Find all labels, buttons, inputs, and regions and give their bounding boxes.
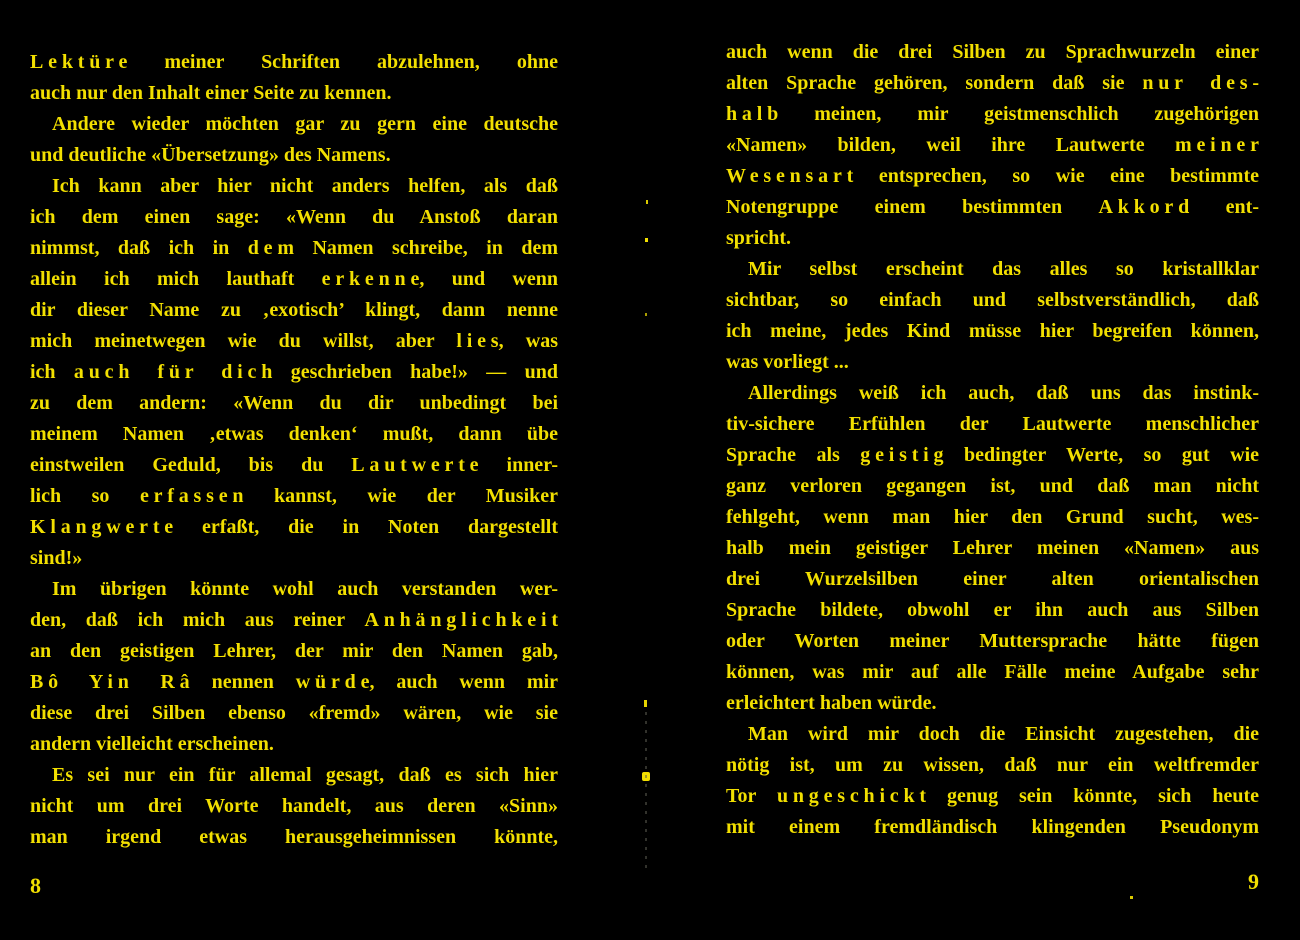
text-line (726, 564, 1259, 595)
text-run: entsprechen, so wie eine bestimmte (853, 165, 1259, 187)
text-line (726, 223, 1259, 254)
text-run: Es sei nur ein für allemal gesagt, daß es sich hier (52, 764, 558, 786)
text-run: Mir selbst erscheint das alles so kristallklar (748, 258, 1259, 280)
text-line (726, 378, 1259, 409)
text-run: ent- (1189, 196, 1259, 218)
text-run: geschrieben habe!» — und (272, 361, 559, 383)
scan-speck (645, 238, 648, 242)
text-run: meinen, mir geistmenschlich zugehörigen (778, 103, 1259, 125)
text-line (30, 140, 558, 171)
text-run: Sprache bildete, obwohl er ihn auch aus Silben (726, 599, 1259, 621)
page-text (726, 37, 1264, 843)
letterspaced-emphasis: würde (295, 671, 375, 693)
text-run: Sprache als (726, 444, 861, 466)
text-run: meiner Schriften abzulehnen, ohne (127, 51, 558, 73)
text-line (726, 750, 1259, 781)
text-run: ganz verloren gegangen ist, und daß man nicht (726, 475, 1259, 497)
scan-speck (1130, 896, 1133, 899)
text-run: dir dieser Name zu ‚exotisch’ klingt, dann nenne (30, 299, 558, 321)
text-run: , und wenn (419, 268, 558, 290)
text-run: Namen schreibe, in dem (294, 237, 558, 259)
text-line (726, 347, 1259, 378)
text-line (30, 667, 558, 698)
text-line (726, 316, 1259, 347)
text-line (30, 357, 558, 388)
text-run: inner- (478, 454, 558, 476)
letterspaced-emphasis: meiner (1175, 134, 1264, 156)
text-line (30, 47, 558, 78)
gutter-fold-line (645, 712, 647, 872)
text-run: auch wenn die drei Silben zu Sprachwurzeln einer (726, 41, 1259, 63)
text-line (726, 719, 1259, 750)
text-line (726, 99, 1259, 130)
text-run: nötig ist, um zu wissen, daß nur ein weltfremder (726, 754, 1259, 776)
text-line (30, 450, 558, 481)
text-run: ich meine, jedes Kind müsse hier begreifen können, (726, 320, 1259, 342)
text-run: Im übrigen könnte wohl auch verstanden wer- (52, 578, 558, 600)
text-line (30, 698, 558, 729)
text-run: spricht. (726, 227, 791, 249)
text-run: bedingter Werte, so gut wie (943, 444, 1259, 466)
letterspaced-emphasis: halb (726, 103, 784, 125)
text-line (726, 440, 1259, 471)
text-run: man irgend etwas herausgeheimnissen könnte, (30, 826, 558, 848)
text-line (726, 254, 1259, 285)
book-page-right (726, 37, 1264, 843)
text-line (30, 78, 558, 109)
text-run: «Namen» bilden, weil ihre Lautwerte (726, 134, 1176, 156)
letterspaced-emphasis: nur des- (1142, 72, 1264, 94)
text-line (30, 171, 558, 202)
book-page-left (30, 47, 563, 853)
text-line (726, 161, 1259, 192)
text-run: alten Sprache gehören, sondern daß sie (726, 72, 1143, 94)
text-run: Notengruppe einem bestimmten (726, 196, 1099, 218)
text-run: können, was mir auf alle Fälle meine Aufgabe sehr (726, 661, 1259, 683)
scan-speck (646, 200, 648, 204)
letterspaced-emphasis: lies (456, 330, 504, 352)
text-line (726, 471, 1259, 502)
page-text (30, 47, 563, 853)
text-run: den, daß ich mich aus reiner (30, 609, 365, 631)
text-line (30, 512, 558, 543)
text-line (726, 626, 1259, 657)
text-line (30, 419, 558, 450)
text-run: und deutliche «Übersetzung» des Namens. (30, 144, 391, 166)
letterspaced-emphasis: erfassen (139, 485, 249, 507)
text-run: allein ich mich lauthaft (30, 268, 322, 290)
text-line (30, 388, 558, 419)
text-run: Tor (726, 785, 777, 807)
text-line (726, 533, 1259, 564)
text-line (30, 295, 558, 326)
scan-speck (645, 313, 647, 316)
text-run: nicht um drei Worte handelt, aus deren «Sinn» (30, 795, 558, 817)
text-line (30, 574, 558, 605)
text-run: andern vielleicht erscheinen. (30, 733, 274, 755)
text-run: erleichtert haben würde. (726, 692, 937, 714)
text-line (30, 109, 558, 140)
text-run: ich (30, 361, 74, 383)
text-run: genug sein könnte, sich heute (926, 785, 1259, 807)
text-run: oder Worten meiner Muttersprache hätte fügen (726, 630, 1259, 652)
letterspaced-emphasis: Akkord (1098, 196, 1195, 218)
text-run: einstweilen Geduld, bis du (30, 454, 352, 476)
text-run: Man wird mir doch die Einsicht zugestehen, die (748, 723, 1259, 745)
text-line (726, 502, 1259, 533)
text-line (30, 543, 558, 574)
letterspaced-emphasis: dem (247, 237, 299, 259)
text-line (726, 595, 1259, 626)
text-line (726, 192, 1259, 223)
letterspaced-emphasis: geistig (860, 444, 949, 466)
text-run: Allerdings weiß ich auch, daß uns das instink- (748, 382, 1259, 404)
text-run: lich so (30, 485, 140, 507)
text-run: ich dem einen sage: «Wenn du Anstoß daran (30, 206, 558, 228)
letterspaced-emphasis: Anhänglichkeit (364, 609, 563, 631)
page-number: 8 (30, 873, 41, 898)
letterspaced-emphasis: ungeschickt (776, 785, 931, 807)
text-run: Andere wieder möchten gar zu gern eine deutsche (52, 113, 558, 135)
text-run: halb mein geistiger Lehrer meinen «Namen» aus (726, 537, 1259, 559)
letterspaced-emphasis: Lektüre (30, 51, 133, 73)
text-run: diese drei Silben ebenso «fremd» wären, wie sie (30, 702, 558, 724)
text-line (30, 202, 558, 233)
text-run: was vorliegt ... (726, 351, 849, 373)
text-line (726, 37, 1259, 68)
page-number: 9 (1248, 869, 1259, 894)
text-line (726, 409, 1259, 440)
text-run: , auch wenn mir (369, 671, 559, 693)
text-run: erfaßt, die in Noten dargestellt (173, 516, 558, 538)
letterspaced-emphasis: Bô Yin Râ (30, 671, 195, 693)
text-line (30, 760, 558, 791)
letterspaced-emphasis: auch für dich (73, 361, 278, 383)
text-run: mit einem fremdländisch klingenden Pseudonym (726, 816, 1259, 838)
text-run: fehlgeht, wenn man hier den Grund sucht, wes- (726, 506, 1259, 528)
text-line (30, 233, 558, 264)
text-run: sichtbar, so einfach und selbstverständlich, daß (726, 289, 1259, 311)
text-line (30, 636, 558, 667)
text-run: kannst, wie der Musiker (243, 485, 559, 507)
text-line (30, 481, 558, 512)
text-line (30, 791, 558, 822)
text-run: auch nur den Inhalt einer Seite zu kennen. (30, 82, 392, 104)
text-line (726, 285, 1259, 316)
text-run: nennen (189, 671, 296, 693)
text-run: meinem Namen ‚etwas denken‘ mußt, dann übe (30, 423, 558, 445)
text-run: drei Wurzelsilben einer alten orientalischen (726, 568, 1259, 590)
text-run: an den geistigen Lehrer, der mir den Namen gab, (30, 640, 558, 662)
scan-speck (644, 700, 647, 707)
text-line (726, 68, 1264, 99)
text-run: sind!» (30, 547, 83, 569)
text-run: , was (498, 330, 558, 352)
letterspaced-emphasis: erkenne (321, 268, 425, 290)
text-line (30, 605, 563, 636)
text-run: Ich kann aber hier nicht anders helfen, als daß (52, 175, 558, 197)
text-run: nimmst, daß ich in (30, 237, 248, 259)
text-line (30, 326, 558, 357)
text-line (726, 812, 1259, 843)
text-line (726, 130, 1264, 161)
letterspaced-emphasis: Wesensart (726, 165, 859, 187)
text-line (726, 688, 1259, 719)
text-line (726, 657, 1259, 688)
text-line (30, 729, 558, 760)
text-run: tiv-sichere Erfühlen der Lautwerte menschlicher (726, 413, 1259, 435)
letterspaced-emphasis: Klangwerte (30, 516, 178, 538)
text-line (30, 264, 558, 295)
text-line (30, 822, 558, 853)
text-line (726, 781, 1259, 812)
text-run: zu dem andern: «Wenn du dir unbedingt bei (30, 392, 558, 414)
text-run: mich meinetwegen wie du willst, aber (30, 330, 457, 352)
letterspaced-emphasis: Lautwerte (351, 454, 484, 476)
